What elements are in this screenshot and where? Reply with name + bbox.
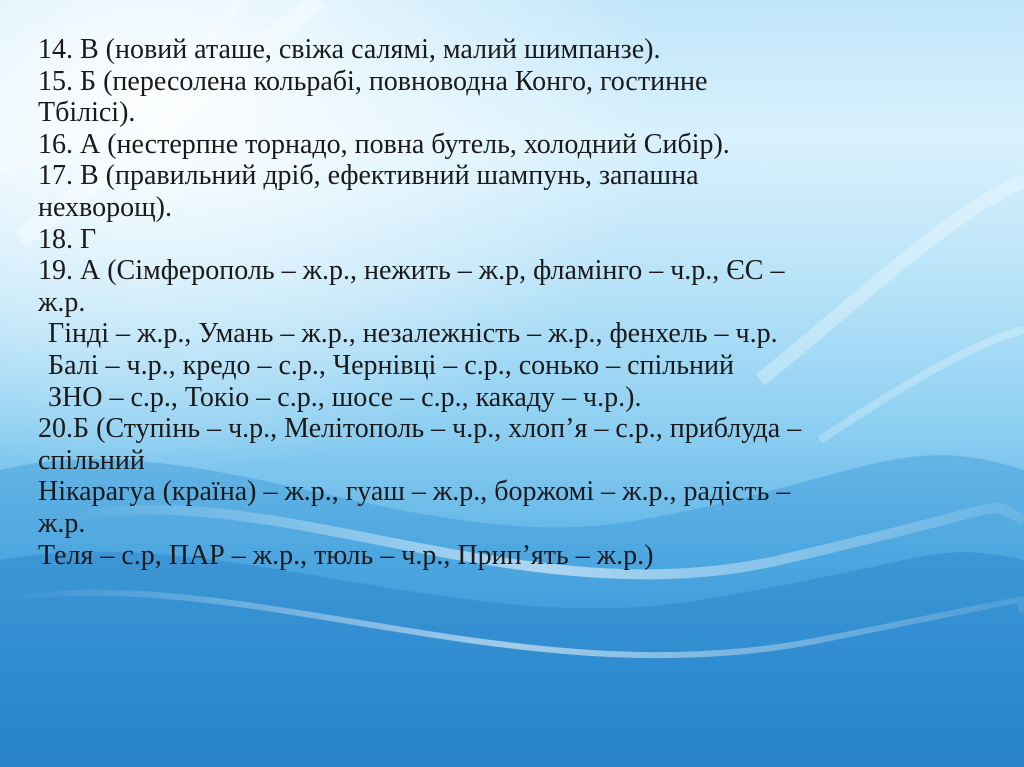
answer-line: Теля – с.р, ПАР – ж.р., тюль – ч.р., Прип’ять – ж.р.) [38,539,654,571]
answer-line: Балі – ч.р., кредо – с.р., Чернівці – с.р., сонько – спільний [48,349,734,381]
answer-line: 19. А (Сімферополь – ж.р., нежить – ж.р, фламінго – ч.р., ЄС – [38,255,785,287]
answer-line: 20.Б (Ступінь – ч.р., Мелітополь – ч.р., хлоп’я – с.р., приблуда – [38,413,802,445]
answer-line: ж.р. [38,286,86,318]
answer-line: 18. Г [38,223,97,255]
answer-line: ЗНО – с.р., Токіо – с.р., шосе – с.р., какаду – ч.р.). [48,381,642,413]
answer-line: нехворощ). [38,191,172,223]
answer-line: ж.р. [38,507,86,539]
answer-line: Гінді – ж.р., Умань – ж.р., незалежність – ж.р., фенхель – ч.р. [48,318,778,350]
answer-line: Тбілісі). [38,97,136,129]
answer-line: 14. В (новий аташе, свіжа салямі, малий шимпанзе). [38,34,661,65]
answer-line: 17. В (правильний дріб, ефективний шампунь, запашна [38,160,699,192]
answer-line: Нікарагуа (країна) – ж.р., гуаш – ж.р., боржомі – ж.р., радість – [38,476,791,508]
answer-list [38,34,988,571]
answer-line: 16. А (нестерпне торнадо, повна бутель, холодний Сибір). [38,128,730,160]
answer-line: спільний [38,444,145,476]
answer-line: 15. Б (пересолена кольрабі, повноводна Конго, гостинне [38,65,708,97]
